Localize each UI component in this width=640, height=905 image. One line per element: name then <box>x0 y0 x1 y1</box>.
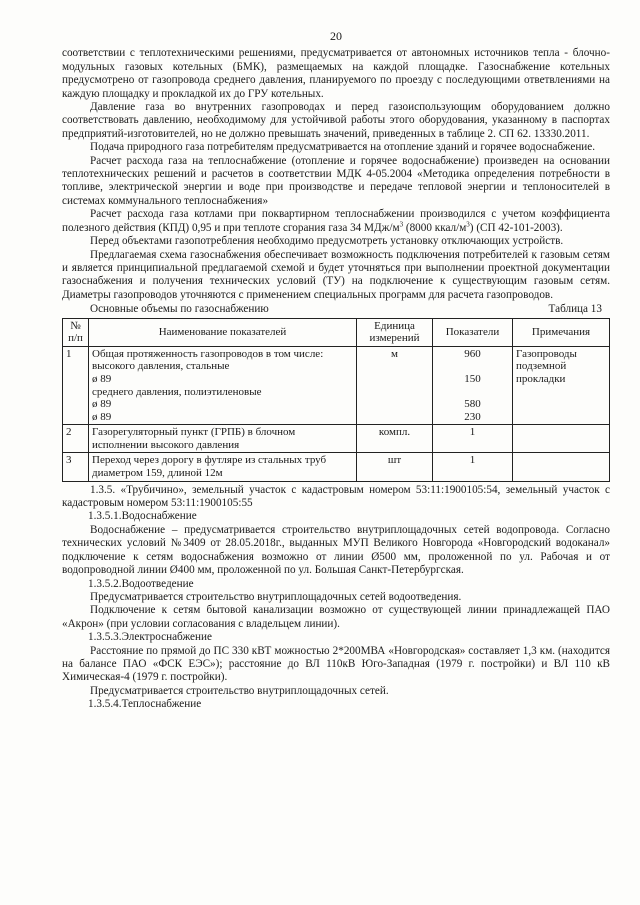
col-header-name: Наименование показателей <box>89 318 357 346</box>
section-heading: 1.3.5.2.Водоотведение <box>88 577 194 590</box>
cell-number: 1 <box>63 346 89 425</box>
value-line <box>436 360 509 373</box>
name-line: среднего давления, полиэтиленовые <box>92 385 262 398</box>
cell-name: Переход через дорогу в футляре из стальных труб диаметром 159, длиной 12м <box>89 453 357 481</box>
cell-unit: шт <box>357 453 433 481</box>
paragraph: Расчет расхода газа на теплоснабжение (отопление и горячее водоснабжение) произведен на основании теплотехнических решений и расчетов в соответствии МДК 4-05.2004 «Методика определения потребности в топливе, электрической энергии и воде при производстве и передаче тепловой энергии и теплоносителей в системах коммунального теплоснабжения» <box>62 154 610 207</box>
name-line: ø 89 <box>92 398 112 411</box>
cell-unit: м <box>357 346 433 425</box>
value-line: 230 <box>464 410 481 423</box>
cell-note <box>513 453 610 481</box>
table-header-row <box>63 318 610 346</box>
name-line: ø 89 <box>92 372 112 385</box>
page-number: 20 <box>330 29 342 43</box>
cell-unit: компл. <box>357 425 433 453</box>
section-paragraph: Подключение к сетям бытовой канализации возможно от существующей линии принадлежащей ПАО «Акрон» (при условии согласования с владельцем линии). <box>62 604 610 630</box>
cell-values: 1 <box>433 425 513 453</box>
section-paragraph: Расстояние по прямой до ПС 330 кВТ можностью 2*200МВА «Новгородская» составляет 1,3 км. (находится на балансе ПАО «ФСК ЕЭС»); расстояние до ВЛ 110кВ Юго-Западная (1979 г. постройки) и ВЛ 110 кВ Химическая-4 (1979 г. постройки). <box>62 644 610 684</box>
table-row <box>63 453 610 481</box>
name-line: ø 89 <box>92 410 112 423</box>
section-paragraph: Водоснабжение – предусматривается строительство внутриплощадочных сетей водопровода. Согласно технических условий №3409 от 28.05.2018г., выданных МУП Великого Новгорода «Новгородский водоканал» подключение к сетям водоснабжения возможно от линии Ø500 мм, проложенной по ул. Рабочая и от водопроводной линии Ø400 мм, проложенной по ул. Большая Санкт-Петербургская. <box>62 523 610 577</box>
name-line: высокого давления, стальные <box>92 360 230 373</box>
cell-number: 2 <box>63 425 89 453</box>
paragraph: Подача природного газа потребителям предусматривается на отопление зданий и горячее водоснабжение. <box>90 141 596 154</box>
col-header-number: № п/п <box>63 318 89 346</box>
section-paragraph: Предусматривается строительство внутриплощадочных сетей водоотведения. <box>90 590 462 603</box>
section-heading: 1.3.5.1.Водоснабжение <box>88 510 197 523</box>
value-line: 580 <box>464 398 481 411</box>
section-heading: 1.3.5.4.Теплоснабжение <box>88 698 202 711</box>
cell-note: Газопроводы подземной прокладки <box>513 346 610 425</box>
kpd-text: Расчет расхода газа котлами при поквартирном теплоснабжении производился с учетом коэффициента полезного действия (КПД) 0,95 и при теплоте сгорания газа 34 МДж/м <box>62 208 610 234</box>
section-paragraph: 1.3.5. «Трубичино», земельный участок с кадастровым номером 53:11:1900105:54, земельный участок с кадастровым номером 53:11:1900105:55 <box>62 483 610 510</box>
name-line: Общая протяженность газопроводов в том числе: <box>92 347 324 360</box>
value-line: 150 <box>464 372 481 385</box>
cell-number: 3 <box>63 453 89 481</box>
cell-values <box>433 346 513 425</box>
col-header-values: Показатели <box>433 318 513 346</box>
value-line: 960 <box>464 347 481 360</box>
table-row <box>63 425 610 453</box>
cell-note <box>513 425 610 453</box>
cell-name: Газорегуляторный пункт (ГРПБ) в блочном исполнении высокого давления <box>89 425 357 453</box>
paragraph: Предлагаемая схема газоснабжения обеспечивает возможность подключения потребителей к газовым сетям и является принципиальной предлагаемой схемой и будет уточняться при выполнении проектной документации газоснабжения и получения технических условий (ТУ) на подключение к существующим газовым сетям. Диаметры газопроводов уточняются с применением специальных программ для расчета газопроводов. <box>62 248 610 301</box>
section-paragraph: Предусматривается строительство внутриплощадочных сетей. <box>90 684 389 697</box>
gas-supply-table <box>62 318 610 482</box>
paragraph: Перед объектами газопотребления необходимо предусмотреть установку отключающих устройств. <box>90 235 564 248</box>
kpd-text: ) (СП 42-101-2003). <box>469 221 563 234</box>
cell-name <box>89 346 357 425</box>
table-title: Основные объемы по газоснабжению <box>90 303 269 316</box>
superscript: 3 <box>466 219 470 228</box>
kpd-paragraph <box>62 208 610 235</box>
col-header-unit: Единица измерений <box>357 318 433 346</box>
col-header-notes: Примечания <box>513 318 610 346</box>
section-heading: 1.3.5.3.Электроснабжение <box>88 631 212 644</box>
superscript: 3 <box>399 219 404 228</box>
table-number: Таблица 13 <box>548 303 602 316</box>
paragraph: Давление газа во внутренних газопроводах и перед газоиспользующим оборудованием должно соответствовать давлению, необходимому для устойчивой работы этого оборудования, указанному в паспортах предприятий-изготовителей, но не должно превышать значений, приведенных в таблице 2. СП 62. 13330.2011. <box>62 101 610 140</box>
top-paragraphs <box>62 47 610 208</box>
cell-values: 1 <box>433 453 513 481</box>
paragraph: соответствии с теплотехническими решениями, предусматривается от автономных источников тепла - блочно-модульных газовых котельных (БМК), размещаемых на каждой площадке. Газоснабжение котельных предусмотрено от газопровода среднего давления, планируемого по проезду с последующими ответвлениями на каждую площадку и прокладкой их до ГРУ котельных. <box>62 47 610 100</box>
value-line <box>436 386 509 399</box>
table-row <box>63 346 610 425</box>
table-caption <box>62 303 610 316</box>
bottom-paragraphs <box>62 484 610 712</box>
kpd-text: (8000 ккал/м <box>403 221 467 234</box>
